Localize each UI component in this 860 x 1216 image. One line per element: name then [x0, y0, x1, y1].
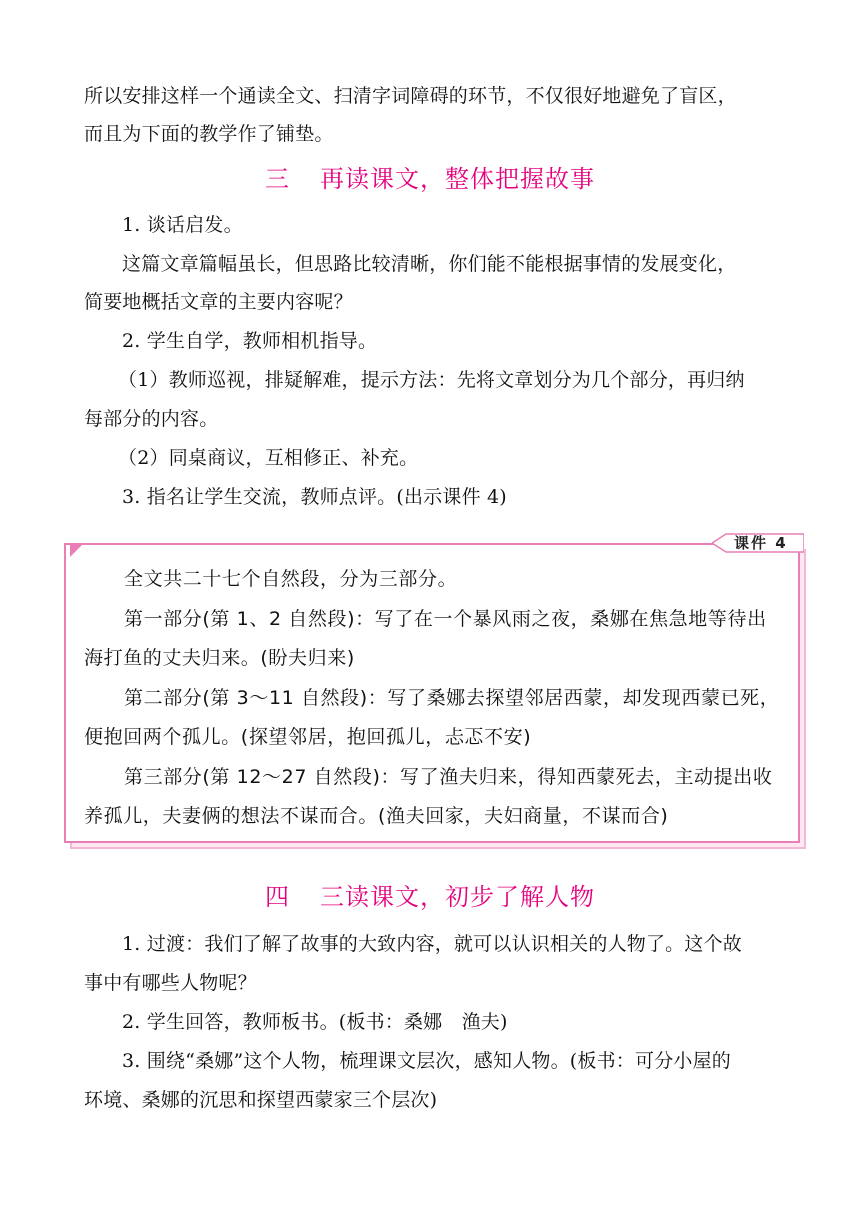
section-heading-3 [0, 164, 860, 194]
section-heading-4 [0, 882, 860, 912]
paragraph-line: 而且为下面的教学作了铺垫。 [84, 123, 334, 145]
paragraph-line: 1. 谈话启发。 [122, 214, 243, 236]
courseware-line: 便抱回两个孤儿。(探望邻居，抱回孤儿，忐忑不安) [84, 726, 532, 748]
section-title: 三读课文，初步了解人物 [320, 883, 595, 911]
section-title: 再读课文，整体把握故事 [320, 165, 595, 193]
courseware-tag: 课件 4 [734, 534, 788, 552]
paragraph-line: 事中有哪些人物呢？ [84, 972, 257, 994]
section-number: 三 [265, 165, 290, 193]
paragraph-line: 3. 指名让学生交流，教师点评。(出示课件 4) [122, 486, 507, 508]
paragraph-line: 这篇文章篇幅虽长，但思路比较清晰，你们能不能根据事情的发展变化， [122, 253, 737, 275]
paragraph-line: （1）教师巡视，排疑解难，提示方法：先将文章划分为几个部分，再归纳 [118, 369, 745, 391]
paragraph-line: 1. 过渡：我们了解了故事的大致内容，就可以认识相关的人物了。这个故 [122, 933, 742, 955]
paragraph-line: （2）同桌商议，互相修正、补充。 [118, 447, 419, 469]
paragraph-line: 2. 学生回答，教师板书。(板书：桑娜 渔夫) [122, 1011, 508, 1033]
paragraph-line: 环境、桑娜的沉思和探望西蒙家三个层次) [84, 1089, 438, 1111]
courseware-line: 第三部分(第 12～27 自然段)：写了渔夫归来，得知西蒙死去，主动提出收 [124, 766, 773, 788]
courseware-line: 海打鱼的丈夫归来。(盼夫归来) [84, 647, 355, 669]
paragraph-line: 所以安排这样一个通读全文、扫清字词障碍的环节，不仅很好地避免了盲区， [84, 85, 737, 107]
corner-triangle-icon [70, 545, 82, 557]
courseware-line: 第一部分(第 1、2 自然段)：写了在一个暴风雨之夜，桑娜在焦急地等待出 [124, 608, 767, 630]
paragraph-line: 每部分的内容。 [84, 408, 219, 430]
paragraph-line: 简要地概括文章的主要内容呢？ [84, 291, 353, 313]
section-number: 四 [265, 883, 290, 911]
paragraph-line: 3. 围绕“桑娜”这个人物，梳理课文层次，感知人物。(板书：可分小屋的 [122, 1050, 732, 1072]
courseware-line: 全文共二十七个自然段，分为三部分。 [124, 568, 458, 590]
courseware-line: 第二部分(第 3～11 自然段)：写了桑娜去探望邻居西蒙，却发现西蒙已死， [124, 687, 780, 709]
courseware-line: 养孤儿，夫妻俩的想法不谋而合。(渔夫回家，夫妇商量，不谋而合) [84, 805, 669, 827]
paragraph-line: 2. 学生自学，教师相机指导。 [122, 330, 378, 352]
